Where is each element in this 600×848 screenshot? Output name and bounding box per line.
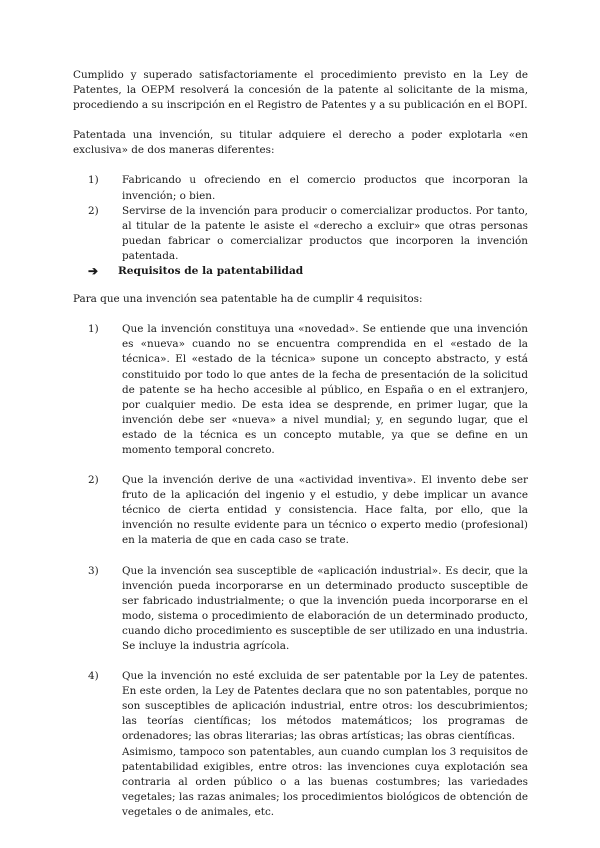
list-number: 3) bbox=[88, 564, 99, 577]
list-item-text: Servirse de la invención para producir o comercializar productos. Por tanto, al titular de la patente le asiste el «derecho a excluir» que otras personas puedan fabricar o comercializar productos que incorporen la invención patentada. bbox=[122, 204, 528, 262]
list-item bbox=[88, 322, 528, 458]
list-item-text: Que la invención derive de una «actividad inventiva». El invento debe ser fruto de la aplicación del ingenio y el estudio, y debe implicar un avance técnico de cierta entidad y consistencia. Hace falta, por ello, que la invención no resulte evidente para un técnico o experto medio (profesional) en la materia de que en cada caso se trate. bbox=[122, 474, 528, 547]
section-heading bbox=[88, 264, 528, 279]
list-number: 1) bbox=[88, 174, 99, 187]
section-heading-text: Requisitos de la patentabilidad bbox=[118, 265, 304, 278]
list-item-text: Fabricando u ofreciendo en el comercio productos que incorporan la invención; o bien. bbox=[122, 174, 528, 202]
list-item bbox=[88, 204, 528, 264]
paragraph-exclusive-rights: Patentada una invención, su titular adquiere el derecho a poder explotarla «en exclusiva» de dos maneras diferentes: bbox=[73, 129, 528, 157]
list-item bbox=[88, 173, 528, 203]
list-number: 2) bbox=[88, 474, 99, 487]
requirements-intro: Para que una invención sea patentable ha de cumplir 4 requisitos: bbox=[73, 293, 423, 306]
arrow-right-icon: ➔ bbox=[88, 264, 99, 279]
paragraph-grant: Cumplido y superado satisfactoriamente el procedimiento previsto en la Ley de Patentes, la OEPM resolverá la concesión de la patente al solicitante de la misma, procediendo a su inscripción en el Registro de Patentes y a su publicación en el BOPI. bbox=[73, 69, 528, 112]
list-item-text: Que la invención no esté excluida de ser patentable por la Ley de patentes. En este orden, la Ley de Patentes declara que no son patentables, porque no son susceptibles de aplicación industrial, entre otros: los descubrimientos; las teorías científicas; los métodos matemáticos; los programas de ordenadores; las obras literarias; las obras artísticas; las obras científicas. bbox=[122, 670, 528, 743]
list-number: 2) bbox=[88, 204, 99, 217]
list-number: 4) bbox=[88, 670, 99, 683]
list-item bbox=[88, 564, 528, 655]
list-item-text: Que la invención constituya una «novedad». Se entiende que una invención es «nueva» cuando no se encuentra comprendida en el «estado de la técnica». El «estado de la técnica» supone un concepto abstracto, y está constituido por todo lo que antes de la fecha de presentación de la solicitud de patente se ha hecho accesible al público, en España o en el extranjero, por cualquier medio. De esta idea se desprende, en primer lugar, que la invención debe ser «nueva» a nivel mundial; y, en segundo lugar, que el estado de la técnica es un concepto mutable, ya que se define en un momento temporal concreto. bbox=[122, 323, 528, 456]
ways-list bbox=[73, 173, 528, 264]
list-item bbox=[88, 473, 528, 548]
list-item-continuation: Asimismo, tampoco son patentables, aun cuando cumplan los 3 requisitos de patentabilidad exigibles, entre otros: las invenciones cuya explotación sea contraria al orden público o a las buenas costumbres; las variedades vegetales; las razas animales; los procedimientos biológicos de obtención de vegetales o de animales, etc. bbox=[122, 745, 528, 818]
list-number: 1) bbox=[88, 323, 99, 336]
list-item-text: Que la invención sea susceptible de «aplicación industrial». Es decir, que la invención pueda incorporarse en un determinado producto susceptible de ser fabricado industrialmente; o que la invención pueda incorporarse en el modo, sistema o procedimiento de elaboración de un determinado producto, cuando dicho procedimiento es susceptible de ser utilizado en una industria. Se incluye la industria agrícola. bbox=[122, 564, 528, 652]
requirements-list bbox=[73, 322, 528, 820]
list-item bbox=[88, 669, 528, 820]
